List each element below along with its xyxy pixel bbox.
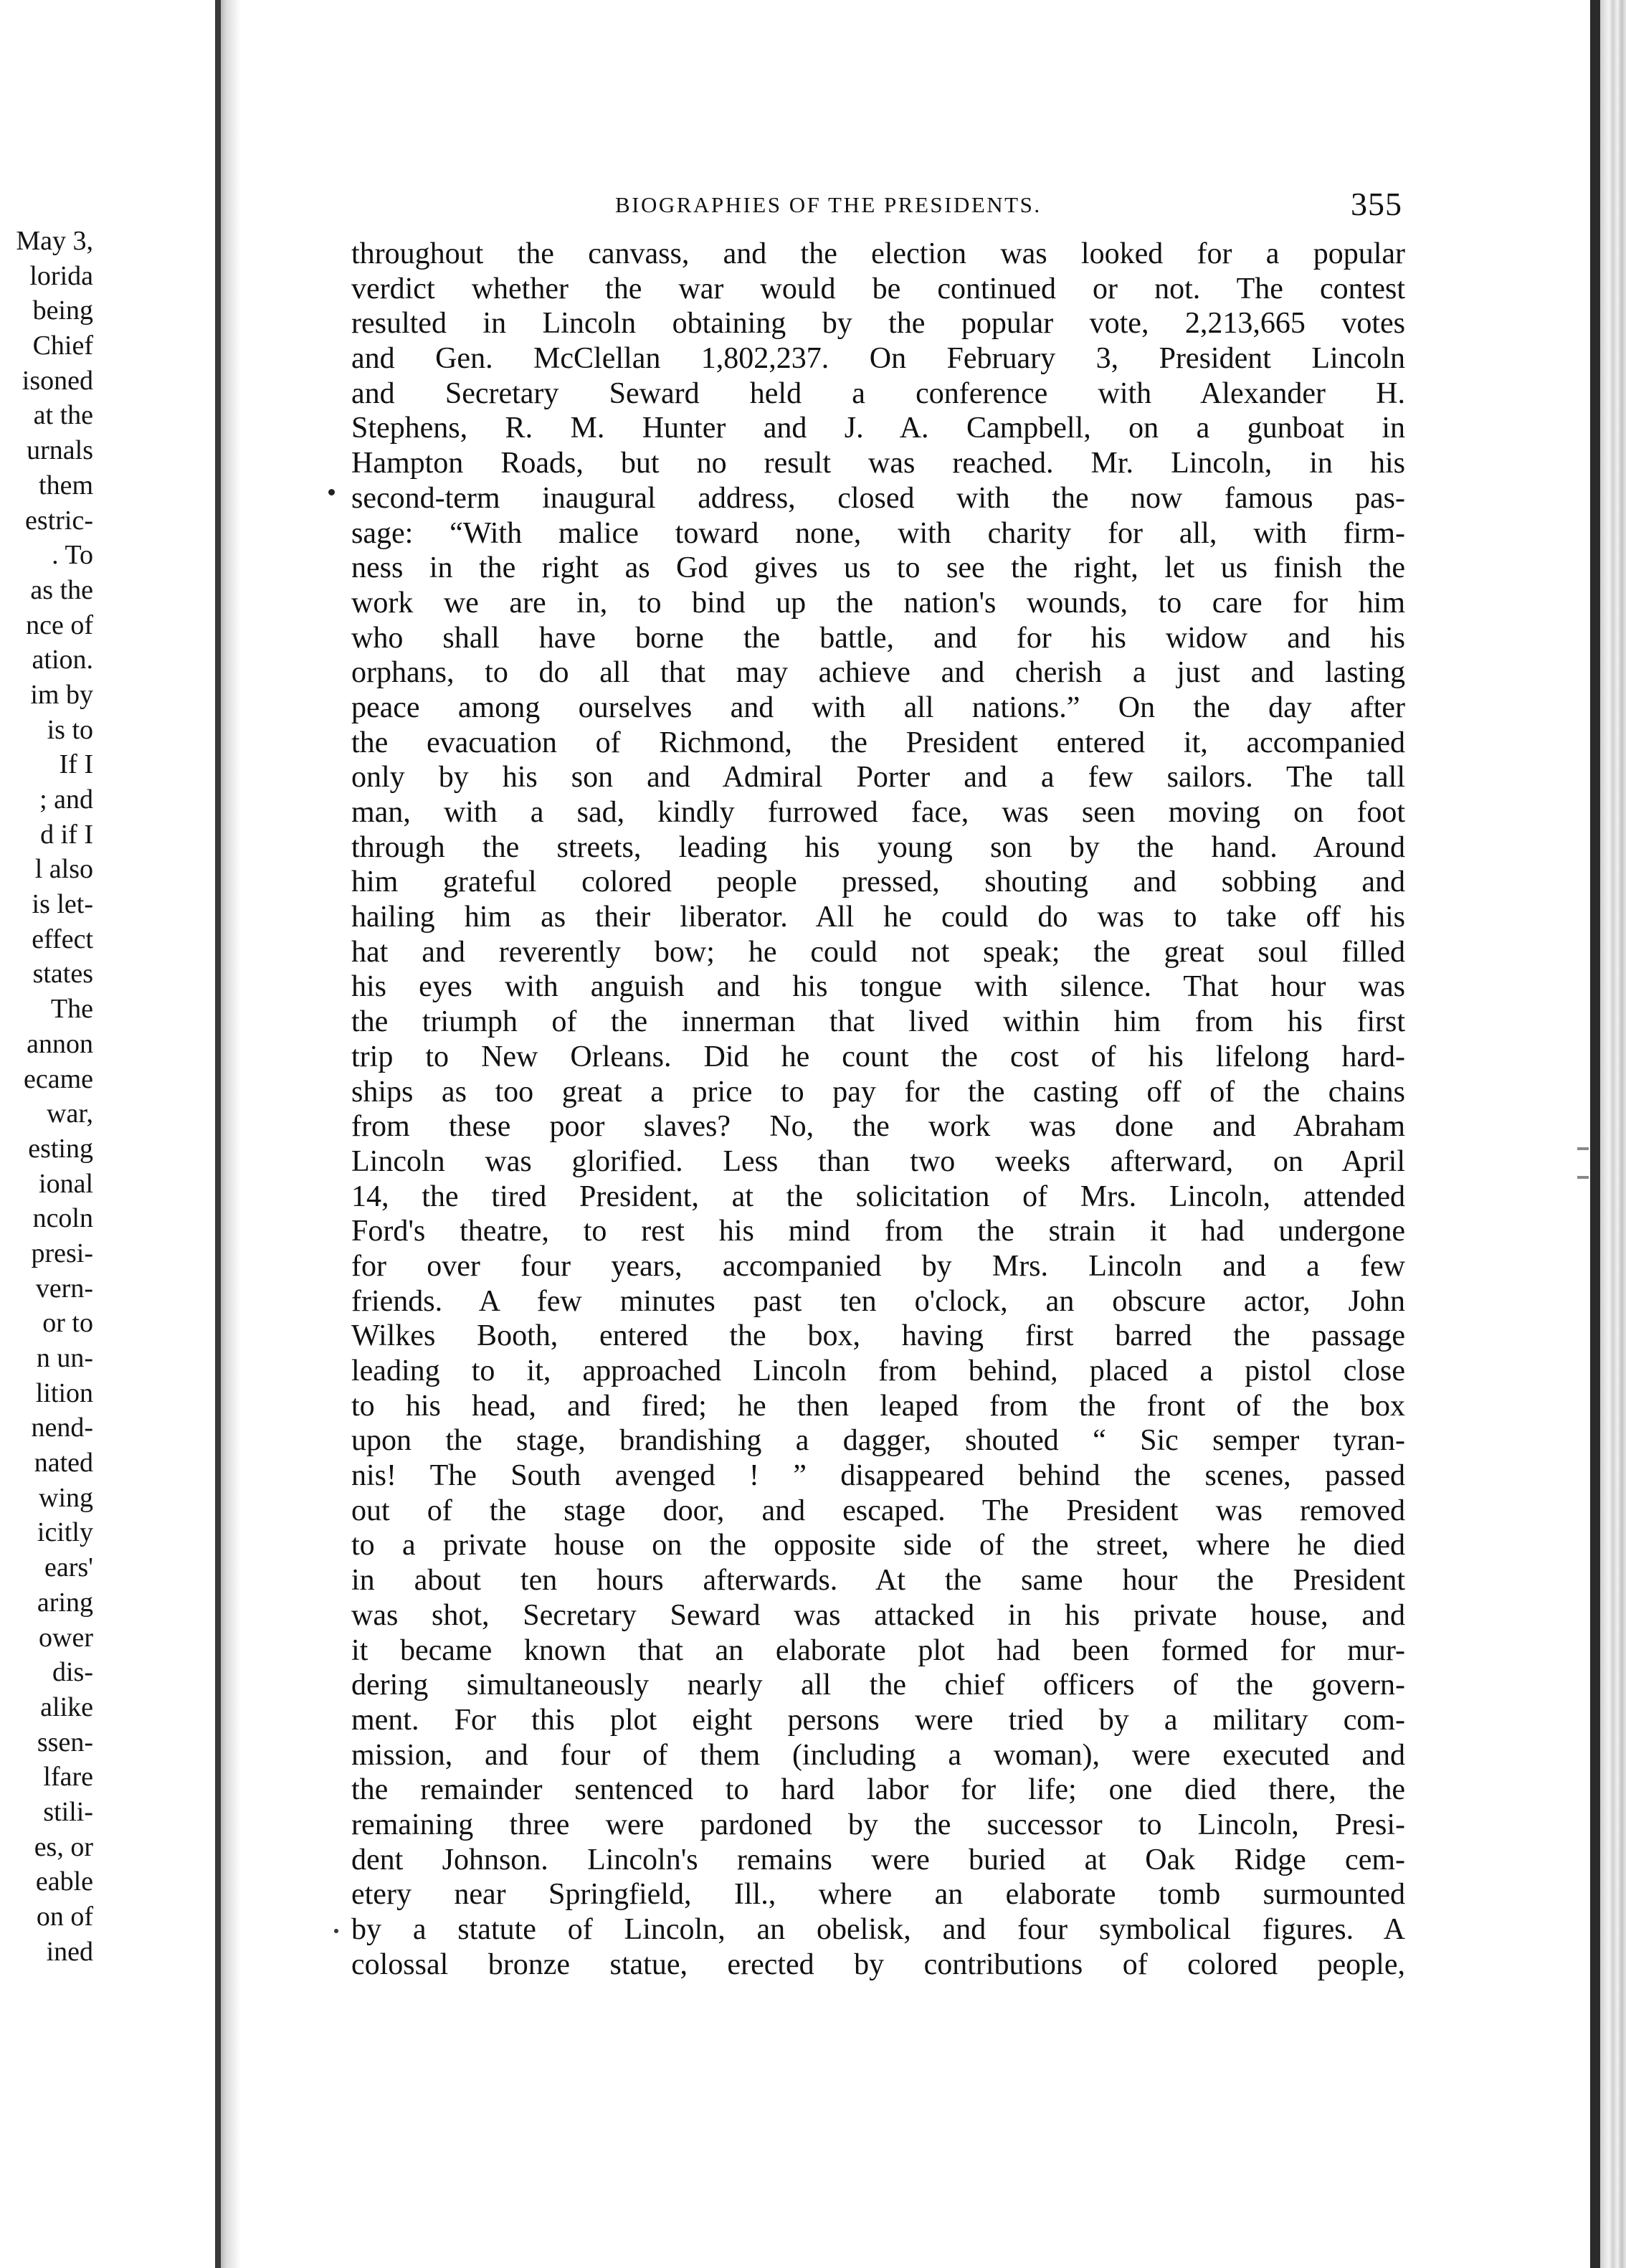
text-line: the triumph of the innerman that lived within him from his first — [351, 1005, 1405, 1039]
text-line: orphans, to do all that may achieve and cherish a just and lasting — [351, 656, 1405, 690]
previous-page-fragment: lfare — [43, 1762, 93, 1793]
previous-page-fragment: l also — [34, 854, 93, 885]
text-line: trip to New Orleans. Did he count the cost of his lifelong hard- — [351, 1040, 1405, 1073]
text-line: work we are in, to bind up the nation's wounds, to care for him — [351, 586, 1405, 620]
text-line: through the streets, leading his young son by the hand. Around — [351, 830, 1405, 864]
previous-page-fragment: The — [50, 994, 93, 1025]
previous-page-fragment: ssen- — [37, 1727, 93, 1757]
previous-page-fragment: eable — [35, 1866, 93, 1897]
previous-page-fragment: wing — [39, 1482, 93, 1513]
text-line: it became known that an elaborate plot had been formed for mur- — [351, 1633, 1405, 1667]
previous-page-fragment: vern- — [35, 1273, 93, 1304]
text-line: resulted in Lincoln obtaining by the popular vote, 2,213,665 votes — [351, 307, 1405, 341]
previous-page-fragment: is to — [47, 714, 93, 745]
previous-page-fragment: ower — [39, 1622, 93, 1653]
text-line: Stephens, R. M. Hunter and J. A. Campbell, on a gunboat in — [351, 412, 1405, 445]
previous-page-fragment: as the — [30, 574, 93, 605]
previous-page-fragment: being — [32, 295, 93, 326]
previous-page-fragment: isoned — [22, 365, 93, 396]
previous-page-fragment: war, — [47, 1099, 93, 1129]
text-line: verdict whether the war would be continued or not. The contest — [351, 272, 1405, 305]
previous-page-fragment: d if I — [40, 819, 93, 850]
previous-page-fragment: presi- — [31, 1238, 93, 1268]
text-line: the evacuation of Richmond, the President entered it, accompanied — [351, 726, 1405, 759]
previous-page-fragment: nated — [34, 1448, 93, 1479]
previous-page-fragment: If I — [59, 749, 93, 780]
previous-page-fragment: stili- — [43, 1796, 93, 1827]
text-line: second-term inaugural address, closed with the now famous pas- — [351, 481, 1405, 515]
text-line: the remainder sentenced to hard labor for life; one died there, the — [351, 1773, 1405, 1807]
previous-page-fragment: states — [32, 959, 93, 990]
previous-page-fragment: them — [39, 470, 93, 500]
text-line: colossal bronze statue, erected by contributions of colored people, — [351, 1947, 1405, 1981]
text-line: and Secretary Seward held a conference with Alexander H. — [351, 376, 1405, 410]
previous-page-fragment: n un- — [36, 1343, 93, 1373]
page-edge-mark — [1577, 1176, 1589, 1179]
margin-mark — [334, 1929, 338, 1933]
text-line: from these poor slaves? No, the work was done and Abraham — [351, 1110, 1405, 1144]
previous-page-fragment: annon — [27, 1028, 93, 1059]
previous-page-fragment: im by — [30, 679, 93, 710]
previous-page-fragment: ; and — [39, 784, 93, 815]
text-line: ships as too great a price to pay for the casting off of the chains — [351, 1075, 1405, 1109]
text-line: friends. A few minutes past ten o'clock, an obscure actor, John — [351, 1284, 1405, 1318]
text-line: was shot, Secretary Seward was attacked in his private house, and — [351, 1598, 1405, 1632]
text-line: to his head, and fired; he then leaped from the front of the box — [351, 1389, 1405, 1423]
text-line: upon the stage, brandishing a dagger, shouted “ Sic semper tyran- — [351, 1424, 1405, 1458]
previous-page-fragment: ined — [46, 1936, 93, 1967]
previous-page-fragment: es, or — [34, 1831, 93, 1862]
previous-page-fragment: ecame — [23, 1063, 93, 1094]
margin-mark — [328, 489, 335, 495]
text-line: Hampton Roads, but no result was reached. Mr. Lincoln, in his — [351, 447, 1405, 480]
text-line: ness in the right as God gives us to see the right, let us finish the — [351, 551, 1405, 585]
page-stack-edge — [1590, 0, 1626, 2268]
previous-page-fragment: ional — [39, 1168, 93, 1199]
text-line: 14, the tired President, at the solicitation of Mrs. Lincoln, attended — [351, 1180, 1405, 1213]
page-edge-mark — [1577, 1147, 1589, 1150]
previous-page-fragment: lorida — [29, 260, 93, 291]
previous-page-fragment: nce of — [26, 609, 93, 640]
previous-page-fragment: . To — [52, 540, 93, 571]
text-line: only by his son and Admiral Porter and a few sailors. The tall — [351, 761, 1405, 794]
previous-page-fragment: is let- — [32, 889, 93, 920]
text-line: his eyes with anguish and his tongue with silence. That hour was — [351, 970, 1405, 1004]
previous-page-fragment: or to — [42, 1308, 93, 1339]
text-line: who shall have borne the battle, and for his widow and his — [351, 621, 1405, 655]
text-line: by a statute of Lincoln, an obelisk, and four symbolical figures. A — [351, 1913, 1405, 1946]
text-line: leading to it, approached Lincoln from behind, placed a pistol close — [351, 1354, 1405, 1387]
text-line: for over four years, accompanied by Mrs. Lincoln and a few — [351, 1249, 1405, 1283]
page-number: 355 — [1351, 186, 1402, 222]
previous-page-fragment: at the — [33, 400, 93, 431]
body-text — [351, 237, 1405, 1982]
text-line: dent Johnson. Lincoln's remains were buried at Oak Ridge cem- — [351, 1843, 1405, 1876]
previous-page-fragment: urnals — [27, 435, 93, 466]
previous-page-fragment: May 3, — [16, 226, 93, 256]
previous-page-fragment: estric- — [25, 505, 93, 536]
previous-page-fragment: ation. — [32, 645, 93, 675]
previous-page-fragment: alike — [40, 1691, 93, 1722]
text-line: Ford's theatre, to rest his mind from the strain it had undergone — [351, 1215, 1405, 1248]
text-line: mission, and four of them (including a woman), were executed and — [351, 1738, 1405, 1772]
text-line: throughout the canvass, and the election was looked for a popular — [351, 237, 1405, 270]
text-line: in about ten hours afterwards. At the same hour the President — [351, 1564, 1405, 1598]
text-line: hat and reverently bow; he could not speak; the great soul filled — [351, 935, 1405, 969]
previous-page-fragment-column — [0, 224, 93, 1969]
previous-page-fragment: aring — [37, 1587, 93, 1618]
text-line: to a private house on the opposite side of the street, where he died — [351, 1529, 1405, 1562]
text-line: etery near Springfield, Ill., where an elaborate tomb surmounted — [351, 1878, 1405, 1912]
text-line: dering simultaneously nearly all the chief officers of the govern- — [351, 1669, 1405, 1702]
previous-page-fragment: esting — [28, 1133, 93, 1164]
previous-page-fragment: nend- — [31, 1413, 93, 1443]
text-line: nis! The South avenged ! ” disappeared behind the scenes, passed — [351, 1459, 1405, 1493]
text-line: Lincoln was glorified. Less than two weeks afterward, on April — [351, 1144, 1405, 1178]
book-gutter-edge — [215, 0, 221, 2268]
text-line: out of the stage door, and escaped. The President was removed — [351, 1494, 1405, 1527]
previous-page-fragment: Chief — [32, 331, 93, 361]
running-head-title: BIOGRAPHIES OF THE PRESIDENTS. — [615, 192, 1042, 217]
text-line: sage: “With malice toward none, with charity for all, with firm- — [351, 516, 1405, 550]
text-line: hailing him as their liberator. All he could do was to take off his — [351, 901, 1405, 934]
text-line: Wilkes Booth, entered the box, having first barred the passage — [351, 1319, 1405, 1353]
previous-page-fragment: lition — [35, 1377, 93, 1408]
running-head — [615, 185, 1402, 228]
text-line: remaining three were pardoned by the successor to Lincoln, Presi- — [351, 1808, 1405, 1841]
previous-page-fragment: ears' — [44, 1552, 93, 1583]
previous-page-fragment: on of — [36, 1902, 93, 1932]
text-line: him grateful colored people pressed, shouting and sobbing and — [351, 865, 1405, 899]
previous-page-fragment: effect — [32, 924, 93, 954]
text-line: and Gen. McClellan 1,802,237. On February 3, President Lincoln — [351, 342, 1405, 376]
text-line: peace among ourselves and with all nations.” On the day after — [351, 691, 1405, 724]
previous-page-fragment: ncoln — [32, 1203, 93, 1234]
text-line: ment. For this plot eight persons were tried by a military com- — [351, 1703, 1405, 1737]
text-line: man, with a sad, kindly furrowed face, was seen moving on foot — [351, 796, 1405, 829]
previous-page-fragment: icitly — [37, 1517, 93, 1548]
previous-page-fragment: dis- — [52, 1657, 93, 1688]
